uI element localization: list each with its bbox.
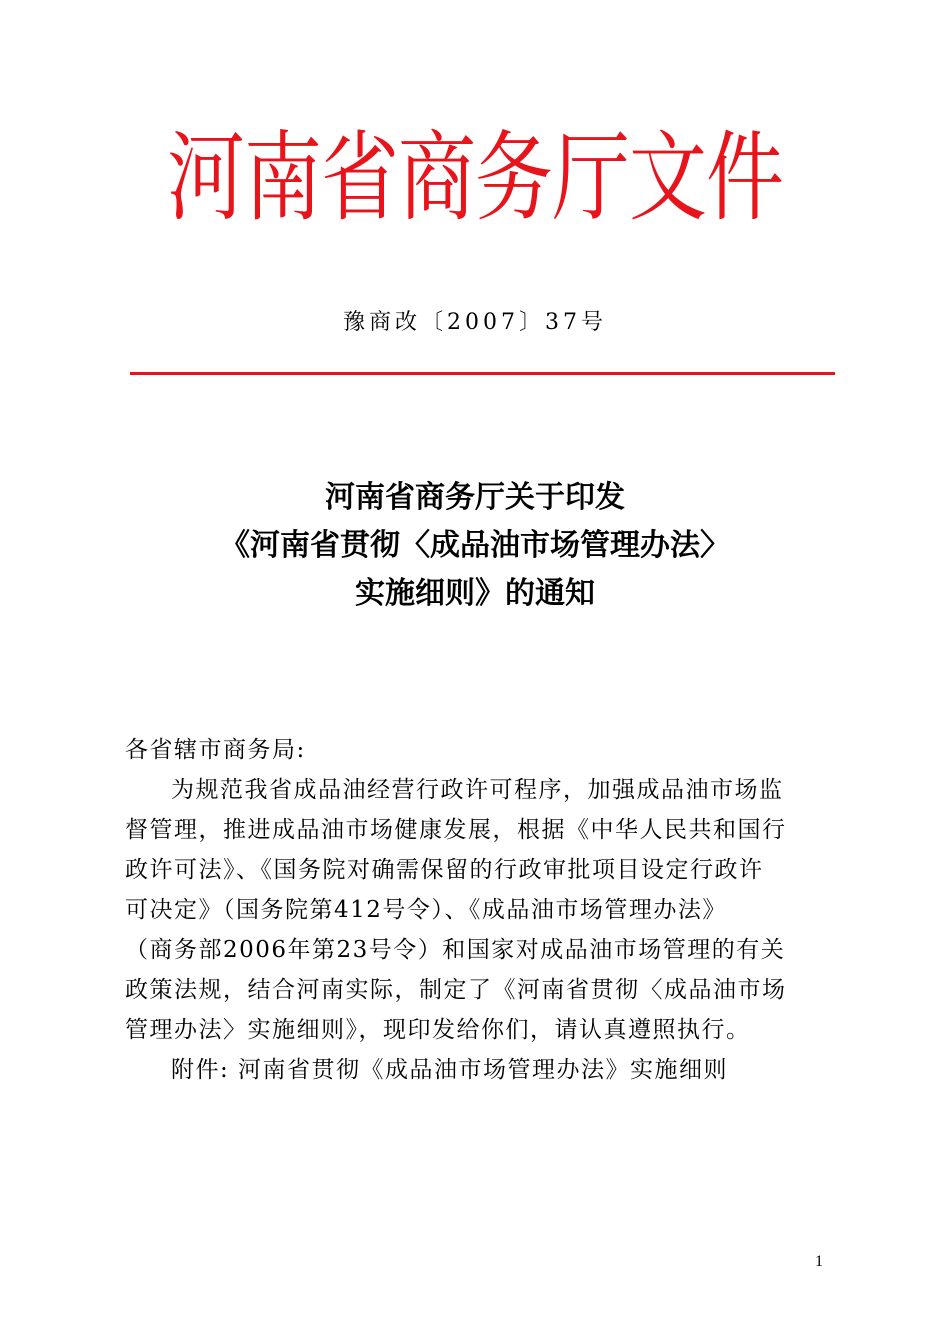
paragraph-line: 督管理，推进成品油市场健康发展，根据《中华人民共和国行	[125, 817, 787, 843]
page-number: 1	[815, 1253, 823, 1270]
paragraph-line: 管理办法〉实施细则》，现印发给你们，请认真遵照执行。	[125, 1017, 751, 1043]
paragraph-line: 政许可法》、《国务院对确需保留的行政审批项目设定行政许	[125, 857, 764, 883]
paragraph-line: 可决定》（国务院第412号令）、《成品油市场管理办法》	[125, 897, 727, 923]
paragraph-line: 为规范我省成品油经营行政许可程序，加强成品油市场监	[171, 777, 784, 803]
salutation: 各省辖市商务局:	[125, 737, 306, 763]
document-number: 豫商改〔2007〕37号	[343, 310, 607, 335]
notice-body	[125, 730, 825, 1090]
paragraph-line: （商务部2006年第23号令）和国家对成品油市场管理的有关	[125, 937, 786, 963]
notice-title	[0, 474, 950, 618]
paragraph-line: 政策法规，结合河南实际，制定了《河南省贯彻〈成品油市场	[125, 977, 787, 1003]
issuing-authority-header: 河南省商务厅文件	[166, 122, 783, 235]
notice-title-line: 河南省商务厅关于印发	[325, 480, 625, 515]
notice-title-line: 《河南省贯彻〈成品油市场管理办法〉	[220, 528, 730, 563]
notice-title-line: 实施细则》的通知	[355, 576, 595, 611]
attachment-line: 附件: 河南省贯彻《成品油市场管理办法》实施细则	[171, 1057, 729, 1083]
red-divider-line	[130, 372, 835, 375]
